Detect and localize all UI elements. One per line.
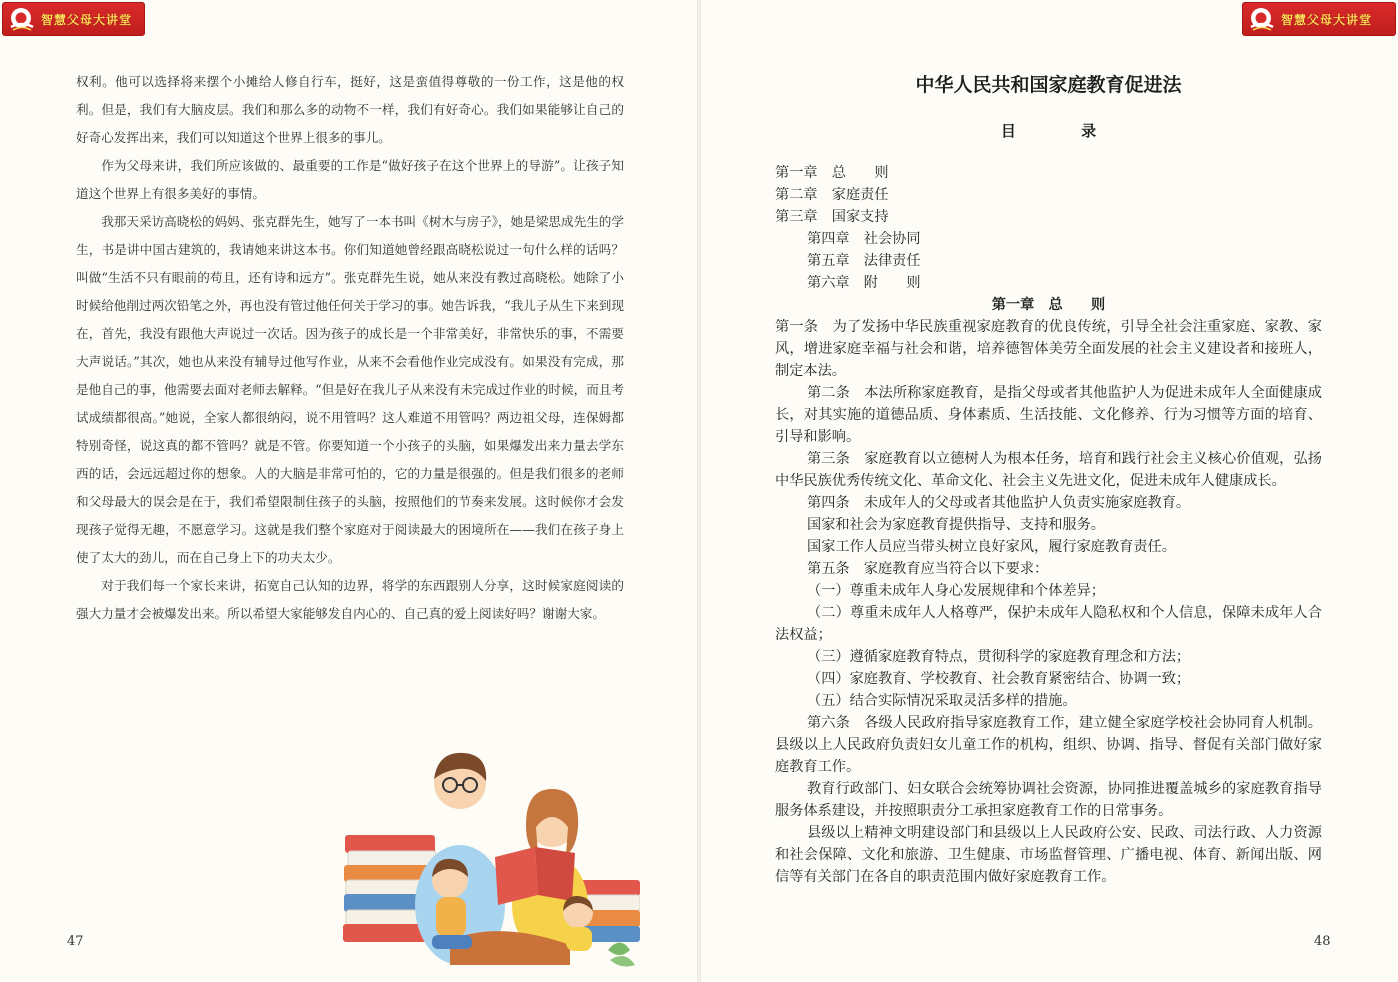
law-article: 县级以上精神文明建设部门和县级以上人民政府公安、民政、司法行政、人力资源和社会保障、文化和旅游、卫生健康、市场监督管理、广播电视、体育、新闻出版、网信等有关部门在各自的职责范围内做好家庭教育工作。 bbox=[775, 825, 1322, 885]
family-reading-illustration bbox=[340, 745, 640, 970]
brand-mark-icon bbox=[1249, 6, 1275, 32]
brand-name: 智慧父母大讲堂 bbox=[41, 12, 133, 27]
law-article: 国家和社会为家庭教育提供指导、支持和服务。 bbox=[807, 517, 1105, 533]
paragraph: 作为父母来讲，我们所应该做的、最重要的工作是“做好孩子在这个世界上的导游”。让孩子知道这个世界上有很多美好的事情。 bbox=[76, 158, 624, 201]
law-article: （一）尊重未成年人身心发展规律和个体差异； bbox=[807, 583, 1105, 599]
law-title: 中华人民共和国家庭教育促进法 bbox=[915, 74, 1182, 96]
toc-heading: 目 录 bbox=[1000, 122, 1127, 140]
book-gutter bbox=[697, 0, 701, 982]
law-article: 教育行政部门、妇女联合会统筹协调社会资源，协同推进覆盖城乡的家庭教育指导服务体系建设，并按照职责分工承担家庭教育工作的日常事务。 bbox=[775, 781, 1322, 819]
law-article: 第六条 各级人民政府指导家庭教育工作，建立健全家庭学校社会协同育人机制。县级以上人民政府负责妇女儿童工作的机构，组织、协调、指导、督促有关部门做好家庭教育工作。 bbox=[775, 715, 1322, 775]
law-article: （四）家庭教育、学校教育、社会教育紧密结合、协调一致； bbox=[807, 671, 1191, 687]
toc-item: 第五章 法律责任 bbox=[807, 253, 921, 269]
law-article: （五）结合实际情况采取灵活多样的措施。 bbox=[807, 693, 1077, 709]
brand-mark-icon bbox=[9, 6, 35, 32]
brand-name: 智慧父母大讲堂 bbox=[1281, 12, 1373, 27]
law-article: 第四条 未成年人的父母或者其他监护人负责实施家庭教育。 bbox=[807, 495, 1191, 511]
law-article: 第五条 家庭教育应当符合以下要求： bbox=[807, 561, 1049, 577]
law-article: 第二条 本法所称家庭教育，是指父母或者其他监护人为促进未成年人全面健康成长，对其实施的道德品质、身体素质、生活技能、文化修养、行为习惯等方面的培育、引导和影响。 bbox=[775, 385, 1322, 445]
law-article: （二）尊重未成年人人格尊严，保护未成年人隐私权和个人信息，保障未成年人合法权益； bbox=[775, 605, 1322, 643]
book-icon bbox=[345, 835, 435, 853]
toc-item: 第一章 总 则 bbox=[775, 165, 889, 181]
toc-item: 第六章 附 则 bbox=[807, 275, 921, 291]
law-article: 第三条 家庭教育以立德树人为根本任务，培育和践行社会主义核心价值观，弘扬中华民族优秀传统文化、革命文化、社会主义先进文化，促进未成年人健康成长。 bbox=[775, 451, 1322, 489]
law-articles bbox=[775, 294, 1322, 888]
left-page-body bbox=[76, 68, 624, 628]
table-of-contents bbox=[775, 162, 1322, 294]
law-article: （三）遵循家庭教育特点，贯彻科学的家庭教育理念和方法； bbox=[807, 649, 1191, 665]
book-icon bbox=[580, 880, 640, 896]
paragraph: 我那天采访高晓松的妈妈、张克群先生，她写了一本书叫《树木与房子》，她是梁思成先生的学生，书是讲中国古建筑的，我请她来讲这本书。你们知道她曾经跟高晓松说过一句什么样的话吗？叫做“生活不只有眼前的苟且，还有诗和远方”。张克群先生说，她从来没有教过高晓松。她除了小时候给他削过两次铅笔之外，再也没有管过他任何关于学习的事。她告诉我，“我儿子从生下来到现在，首先，我没有跟他大声说过一次话。因为孩子的成长是一个非常美好，非常快乐的事，不需要大声说话。”其次，她也从来没有辅导过他写作业，从来不会看他作业完成没有。如果没有完成，那是他自己的事，他需要去面对老师去解释。“但是好在我儿子从来没有未完成过作业的时候，而且考试成绩都很高。”她说，全家人都很纳闷，说不用管吗？这人难道不用管吗？两边祖父母，连保姆都特别奇怪，说这真的都不管吗？就是不管。你要知道一个小孩子的头脑，如果爆发出来力量去学东西的话，会远远超过你的想象。人的大脑是非常可怕的，它的力量是很强的。但是我们很多的老师和父母最大的误会是在于，我们希望限制住孩子的头脑，按照他们的节奏来发展。这时候你才会发现孩子觉得无趣，不愿意学习。这就是我们整个家庭对于阅读最大的困境所在——我们在孩子身上使了太大的劲儿，而在自己身上下的功夫太少。 bbox=[76, 214, 624, 565]
toc-item: 第四章 社会协同 bbox=[807, 231, 921, 247]
page-number-right: 48 bbox=[1314, 934, 1331, 949]
law-article: 第一条 为了发扬中华民族重视家庭教育的优良传统，引导全社会注重家庭、家教、家风，增进家庭幸福与社会和谐，培养德智体美劳全面发展的社会主义建设者和接班人，制定本法。 bbox=[775, 319, 1322, 379]
chapter-heading: 第一章 总 则 bbox=[991, 297, 1106, 313]
brand-logo-right bbox=[1242, 2, 1396, 36]
paragraph: 权利。他可以选择将来摆个小摊给人修自行车，挺好，这是蛮值得尊敬的一份工作，这是他的权利。但是，我们有大脑皮层。我们和那么多的动物不一样，我们有好奇心。我们如果能够让自己的好奇心发挥出来，我们可以知道这个世界上很多的事儿。 bbox=[76, 74, 624, 145]
page-number-left: 47 bbox=[67, 934, 84, 949]
toc-item: 第二章 家庭责任 bbox=[775, 187, 889, 203]
brand-logo-left bbox=[2, 2, 145, 36]
paragraph: 对于我们每一个家长来讲，拓宽自己认知的边界，将学的东西跟别人分享，这时候家庭阅读的强大力量才会被爆发出来。所以希望大家能够发自内心的、自己真的爱上阅读好吗？谢谢大家。 bbox=[76, 578, 624, 621]
book-icon bbox=[348, 851, 436, 867]
law-article: 国家工作人员应当带头树立良好家风，履行家庭教育责任。 bbox=[807, 539, 1176, 555]
toc-item: 第三章 国家支持 bbox=[775, 209, 889, 225]
